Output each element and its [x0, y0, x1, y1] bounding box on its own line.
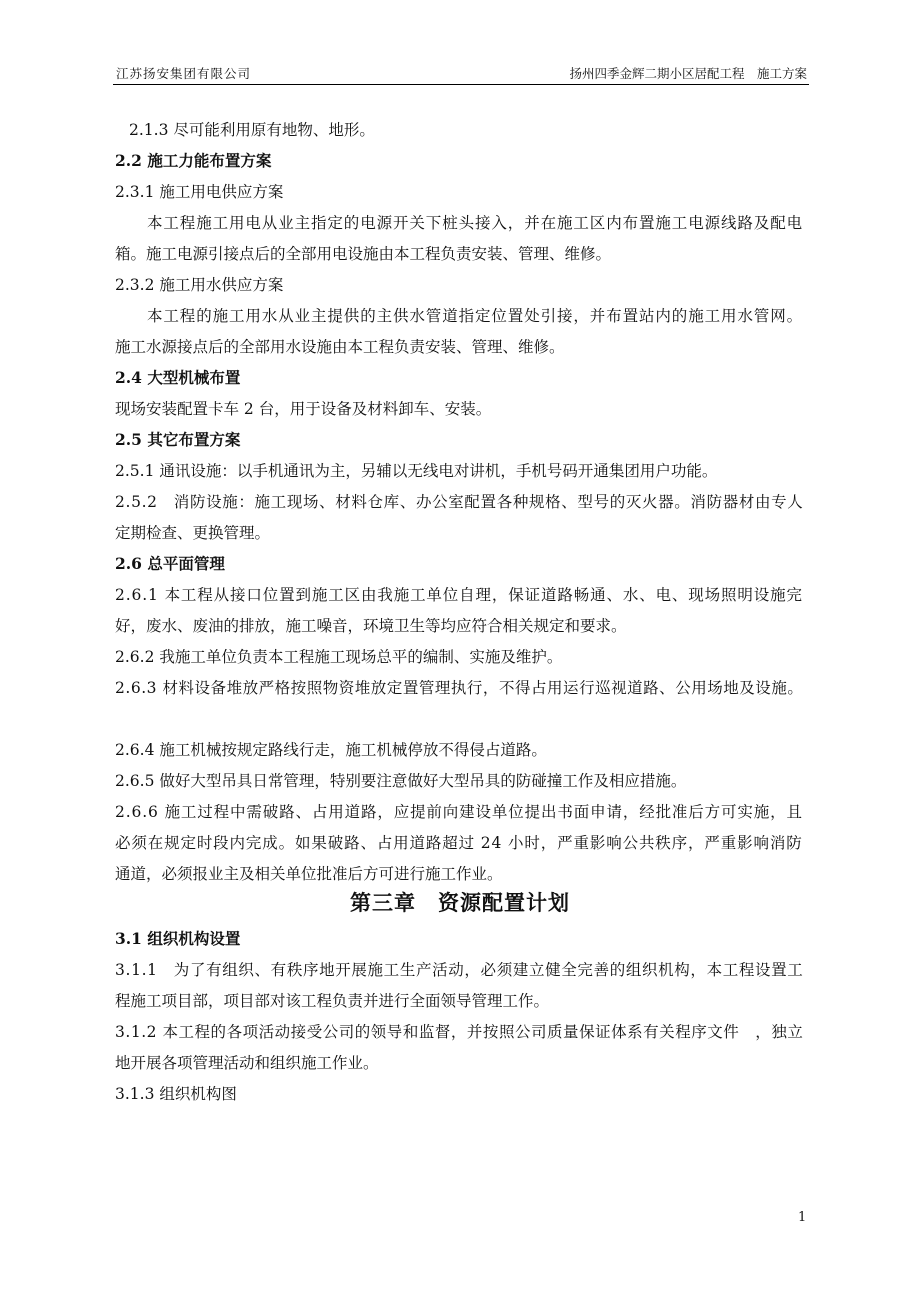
heading-2-3-2: 2.3.2 施工用水供应方案 [115, 276, 284, 294]
para-3-1-1-line2: 程施工项目部，项目部对该工程负责并进行全面领导管理工作。 [115, 992, 550, 1010]
document-body [115, 0, 803, 1302]
para-2-5-2-line1: 2.5.2 消防设施：施工现场、材料仓库、办公室配置各种规格、型号的灭火器。消防器材由专人 [115, 493, 804, 511]
header-project: 扬州四季金辉二期小区居配工程 施工方案 [569, 66, 807, 81]
para-2-6-1-line2: 好，废水、废油的排放，施工噪音，环境卫生等均应符合相关规定和要求。 [115, 617, 627, 635]
para-2-1-3: 2.1.3 尽可能利用原有地物、地形。 [129, 121, 375, 139]
para-2-6-6-line1: 2.6.6 施工过程中需破路、占用道路，应提前向建设单位提出书面申请，经批准后方可实施，且 [115, 803, 803, 821]
para-2-6-6-line3: 通道，必须报业主及相关单位批准后方可进行施工作业。 [115, 865, 503, 883]
chapter-title: 第三章 资源配置计划 [350, 890, 570, 915]
para-2-3-2-line2: 施工水源接点后的全部用水设施由本工程负责安装、管理、维修。 [115, 338, 565, 356]
header-company: 江苏扬安集团有限公司 [116, 66, 252, 81]
heading-2-2: 2.2 施工力能布置方案 [115, 151, 272, 170]
para-3-1-1-line1: 3.1.1 为了有组织、有秩序地开展施工生产活动，必须建立健全完善的组织机构，本工程设置工 [115, 961, 804, 979]
para-2-3-1-line2: 箱。施工电源引接点后的全部用电设施由本工程负责安装、管理、维修。 [115, 245, 612, 263]
para-2-6-6-line2: 必须在规定时段内完成。如果破路、占用道路超过 24 小时，严重影响公共秩序，严重影响消防 [115, 834, 803, 852]
heading-2-4: 2.4 大型机械布置 [115, 368, 241, 387]
para-2-4: 现场安装配置卡车 2 台，用于设备及材料卸车、安装。 [115, 400, 492, 418]
para-2-6-1-line1: 2.6.1 本工程从接口位置到施工区由我施工单位自理，保证道路畅通、水、电、现场照明设施完 [115, 586, 803, 604]
heading-2-6: 2.6 总平面管理 [115, 554, 225, 573]
heading-3-1: 3.1 组织机构设置 [115, 929, 241, 948]
para-3-1-2-line2: 地开展各项管理活动和组织施工作业。 [115, 1054, 379, 1072]
para-2-5-1: 2.5.1 通讯设施：以手机通讯为主，另辅以无线电对讲机，手机号码开通集团用户功能。 [115, 462, 718, 480]
para-2-3-1-line1: 本工程施工用电从业主指定的电源开关下桩头接入，并在施工区内布置施工电源线路及配电 [147, 214, 804, 232]
heading-2-3-1: 2.3.1 施工用电供应方案 [115, 183, 284, 201]
para-3-1-2-line1: 3.1.2 本工程的各项活动接受公司的领导和监督，并按照公司质量保证体系有关程序文件 ，独立 [115, 1023, 804, 1041]
para-2-3-2-line1: 本工程的施工用水从业主提供的主供水管道指定位置处引接，并布置站内的施工用水管网。 [147, 307, 804, 325]
heading-2-5: 2.5 其它布置方案 [115, 430, 241, 449]
para-2-6-4: 2.6.4 施工机械按规定路线行走，施工机械停放不得侵占道路。 [115, 741, 547, 759]
page-number: 1 [798, 1210, 807, 1225]
para-2-6-5: 2.6.5 做好大型吊具日常管理，特别要注意做好大型吊具的防碰撞工作及相应措施。 [115, 772, 687, 790]
heading-3-1-3: 3.1.3 组织机构图 [115, 1085, 237, 1103]
para-2-6-3: 2.6.3 材料设备堆放严格按照物资堆放定置管理执行，不得占用运行巡视道路、公用场地及设施。 [115, 679, 804, 697]
para-2-5-2-line2: 定期检查、更换管理。 [115, 524, 271, 542]
para-2-6-2: 2.6.2 我施工单位负责本工程施工现场总平的编制、实施及维护。 [115, 648, 563, 666]
